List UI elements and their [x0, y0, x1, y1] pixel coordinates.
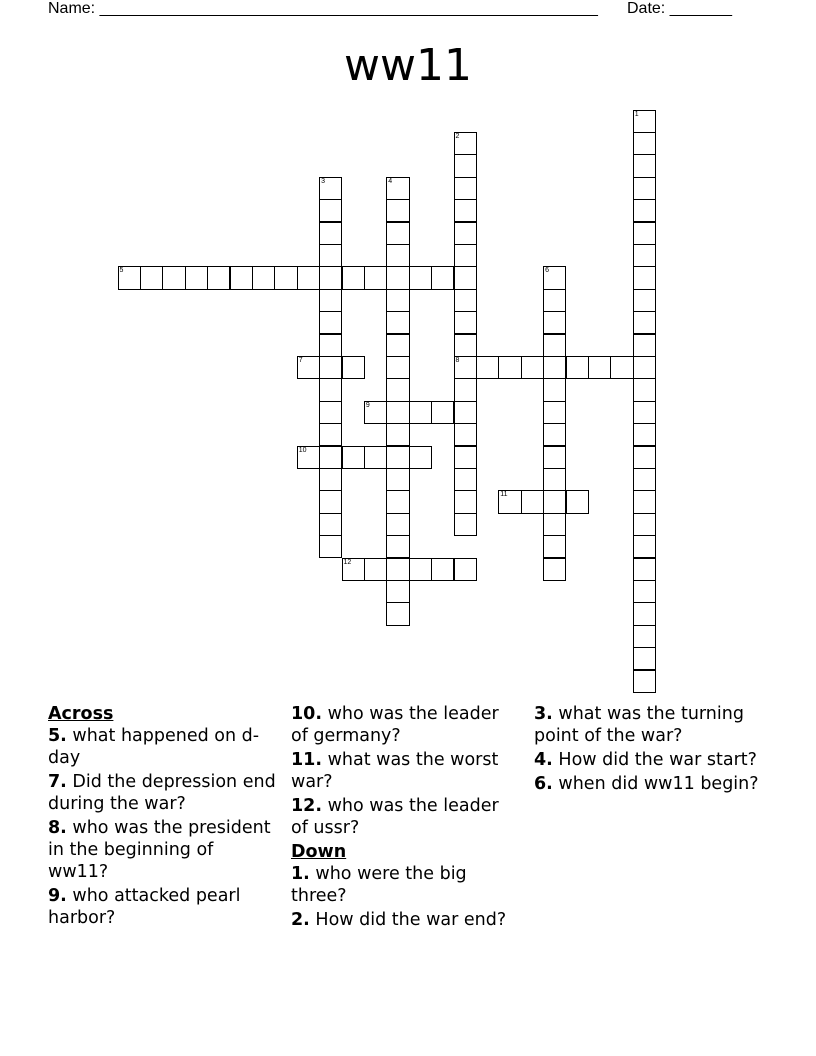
clue-across-5: 5. what happened on d-day [48, 726, 260, 768]
crossword-cell[interactable] [633, 378, 656, 401]
clue-number: 4 [388, 177, 393, 185]
crossword-cell[interactable] [319, 378, 342, 401]
crossword-cell[interactable] [476, 356, 499, 379]
crossword-cell[interactable] [633, 513, 656, 536]
crossword-cell[interactable] [409, 446, 432, 469]
crossword-cell[interactable] [633, 602, 656, 625]
crossword-cell[interactable] [454, 154, 477, 177]
crossword-cell[interactable] [431, 266, 454, 289]
crossword-cell[interactable] [431, 401, 454, 424]
crossword-cell[interactable] [543, 468, 566, 491]
crossword-cell[interactable] [633, 110, 656, 133]
crossword-cell[interactable] [386, 356, 409, 379]
crossword-cell[interactable] [543, 266, 566, 289]
clues-column-3 [534, 703, 764, 797]
crossword-cell[interactable] [610, 356, 633, 379]
crossword-cell[interactable] [633, 670, 656, 693]
crossword-cell[interactable] [386, 289, 409, 312]
clue-number: 2 [455, 132, 460, 140]
clue-down-2: 2. How did the war end? [291, 910, 507, 930]
crossword-cell[interactable] [633, 625, 656, 648]
crossword-cell[interactable] [543, 513, 566, 536]
clue-across-9: 9. who attacked pearl harbor? [48, 886, 241, 928]
crossword-cell[interactable] [543, 423, 566, 446]
crossword-cell[interactable] [207, 266, 230, 289]
crossword-cell[interactable] [543, 446, 566, 469]
crossword-cell[interactable] [633, 423, 656, 446]
crossword-cell[interactable] [297, 446, 320, 469]
clue-down-3: 3. what was the turning point of the war? [534, 704, 744, 746]
crossword-cell[interactable] [386, 423, 409, 446]
clue-number: 10 [298, 446, 307, 454]
crossword-cell[interactable] [364, 401, 387, 424]
clue-down-4: 4. How did the war start? [534, 750, 757, 770]
crossword-cell[interactable] [498, 356, 521, 379]
crossword-cell[interactable] [633, 468, 656, 491]
crossword-cell[interactable] [140, 266, 163, 289]
crossword-cell[interactable] [633, 132, 656, 155]
clues-column-1 [48, 703, 278, 931]
clue-number: 7 [298, 356, 303, 364]
across-heading: Across [48, 704, 114, 724]
crossword-cell[interactable] [342, 446, 365, 469]
clues-column-2 [291, 703, 521, 933]
crossword-cell[interactable] [386, 177, 409, 200]
crossword-cell[interactable] [633, 558, 656, 581]
crossword-cell[interactable] [454, 132, 477, 155]
clue-number: 3 [321, 177, 325, 185]
crossword-cell[interactable] [543, 289, 566, 312]
crossword-cell[interactable] [297, 356, 320, 379]
crossword-cell[interactable] [386, 558, 409, 581]
crossword-cell[interactable] [633, 311, 656, 334]
crossword-cell[interactable] [454, 222, 477, 245]
crossword-cell[interactable] [521, 356, 544, 379]
crossword-cell[interactable] [454, 558, 477, 581]
crossword-cell[interactable] [633, 446, 656, 469]
crossword-cell[interactable] [319, 266, 342, 289]
crossword-cell[interactable] [454, 468, 477, 491]
crossword-cell[interactable] [633, 647, 656, 670]
crossword-cell[interactable] [386, 266, 409, 289]
crossword-cell[interactable] [454, 490, 477, 513]
crossword-cell[interactable] [543, 401, 566, 424]
clue-number: 1 [634, 110, 639, 118]
crossword-cell[interactable] [319, 199, 342, 222]
crossword-cell[interactable] [543, 356, 566, 379]
crossword-cell[interactable] [162, 266, 185, 289]
crossword-cell[interactable] [386, 199, 409, 222]
crossword-cell[interactable] [319, 446, 342, 469]
crossword-cell[interactable] [386, 490, 409, 513]
clue-across-10: 10. who was the leader of germany? [291, 704, 499, 746]
crossword-cell[interactable] [319, 423, 342, 446]
clue-down-6: 6. when did ww11 begin? [534, 774, 759, 794]
crossword-cell[interactable] [543, 490, 566, 513]
crossword-cell[interactable] [633, 401, 656, 424]
clue-number: 8 [455, 356, 460, 364]
crossword-cell[interactable] [297, 266, 320, 289]
crossword-cell[interactable] [521, 490, 544, 513]
crossword-cell[interactable] [543, 311, 566, 334]
crossword-cell[interactable] [386, 334, 409, 357]
clue-across-12: 12. who was the leader of ussr? [291, 796, 499, 838]
crossword-cell[interactable] [454, 244, 477, 267]
crossword-cell[interactable] [319, 244, 342, 267]
crossword-cell[interactable] [454, 266, 477, 289]
crossword-cell[interactable] [454, 423, 477, 446]
crossword-cell[interactable] [633, 154, 656, 177]
crossword-cell[interactable] [633, 535, 656, 558]
crossword-cell[interactable] [543, 378, 566, 401]
crossword-cell[interactable] [364, 558, 387, 581]
crossword-cell[interactable] [252, 266, 275, 289]
crossword-cell[interactable] [633, 199, 656, 222]
crossword-cell[interactable] [543, 334, 566, 357]
crossword-cell[interactable] [566, 356, 589, 379]
crossword-cell[interactable] [454, 446, 477, 469]
page-title: ww11 [344, 40, 472, 91]
crossword-cell[interactable] [633, 580, 656, 603]
crossword-cell[interactable] [454, 378, 477, 401]
date-field-label: Date: _______ [627, 0, 732, 17]
crossword-cell[interactable] [342, 266, 365, 289]
crossword-cell[interactable] [409, 558, 432, 581]
crossword-cell[interactable] [185, 266, 208, 289]
crossword-cell[interactable] [633, 244, 656, 267]
clue-number: 11 [500, 491, 508, 499]
crossword-cell[interactable] [454, 401, 477, 424]
crossword-cell[interactable] [342, 558, 365, 581]
crossword-cell[interactable] [319, 513, 342, 536]
crossword-cell[interactable] [543, 558, 566, 581]
crossword-cell[interactable] [454, 311, 477, 334]
crossword-cell[interactable] [319, 289, 342, 312]
crossword-cell[interactable] [543, 535, 566, 558]
crossword-cell[interactable] [633, 356, 656, 379]
crossword-cell[interactable] [409, 401, 432, 424]
crossword-cell[interactable] [386, 222, 409, 245]
clue-number: 6 [545, 267, 549, 275]
crossword-cell[interactable] [364, 266, 387, 289]
crossword-cell[interactable] [364, 446, 387, 469]
clue-number: 12 [343, 558, 352, 566]
crossword-cell[interactable] [319, 490, 342, 513]
crossword-cell[interactable] [633, 222, 656, 245]
clue-number: 5 [119, 267, 124, 275]
name-field-label: Name: ________________________________________________________ [48, 0, 598, 17]
crossword-cell[interactable] [633, 334, 656, 357]
crossword-cell[interactable] [319, 535, 342, 558]
clue-across-7: 7. Did the depression end during the war? [48, 772, 276, 814]
crossword-cell[interactable] [319, 334, 342, 357]
clue-number: 9 [365, 401, 370, 409]
clue-across-8: 8. who was the president in the beginning of ww11? [48, 818, 271, 882]
crossword-cell[interactable] [230, 266, 253, 289]
crossword-cell[interactable] [454, 199, 477, 222]
crossword-cell[interactable] [319, 222, 342, 245]
crossword-cell[interactable] [633, 177, 656, 200]
crossword-cell[interactable] [454, 513, 477, 536]
crossword-cell[interactable] [409, 266, 432, 289]
clue-across-11: 11. what was the worst war? [291, 750, 499, 792]
crossword-cell[interactable] [588, 356, 611, 379]
crossword-cell[interactable] [386, 468, 409, 491]
crossword-cell[interactable] [454, 289, 477, 312]
crossword-cell[interactable] [454, 177, 477, 200]
crossword-cell[interactable] [454, 356, 477, 379]
down-heading: Down [291, 842, 347, 862]
crossword-cell[interactable] [319, 177, 342, 200]
crossword-cell[interactable] [319, 311, 342, 334]
crossword-cell[interactable] [386, 378, 409, 401]
crossword-cell[interactable] [633, 289, 656, 312]
crossword-cell[interactable] [566, 490, 589, 513]
crossword-cell[interactable] [386, 602, 409, 625]
crossword-cell[interactable] [342, 356, 365, 379]
crossword-cell[interactable] [386, 311, 409, 334]
crossword-cell[interactable] [386, 535, 409, 558]
crossword-cell[interactable] [633, 490, 656, 513]
crossword-cell[interactable] [118, 266, 141, 289]
crossword-cell[interactable] [386, 401, 409, 424]
crossword-cell[interactable] [498, 490, 521, 513]
crossword-cell[interactable] [319, 356, 342, 379]
crossword-cell[interactable] [386, 244, 409, 267]
crossword-cell[interactable] [319, 401, 342, 424]
crossword-cell[interactable] [274, 266, 297, 289]
crossword-cell[interactable] [431, 558, 454, 581]
crossword-cell[interactable] [633, 266, 656, 289]
crossword-cell[interactable] [386, 446, 409, 469]
crossword-cell[interactable] [386, 513, 409, 536]
crossword-cell[interactable] [386, 580, 409, 603]
clue-down-1: 1. who were the big three? [291, 864, 467, 906]
crossword-cell[interactable] [454, 334, 477, 357]
crossword-cell[interactable] [319, 468, 342, 491]
